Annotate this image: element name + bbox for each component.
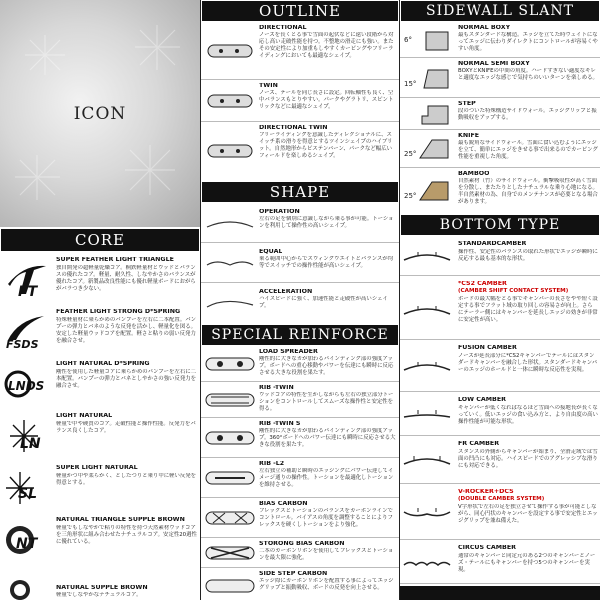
- board-rib-twin-s-icon: [205, 430, 255, 446]
- bottom-item: [400, 236, 600, 276]
- svg-text:25°: 25°: [404, 192, 417, 200]
- sidewall-semi-boxy-icon: [402, 66, 452, 92]
- outline-desc: フリーライディングを意識したディレクショナルに、スイッチ系の滑りを得意とするツインシェイプのハイブリット。自然地形からピステンバーン、パークなど幅広いフィールドを楽しめるシェイプ。: [259, 132, 393, 160]
- reinforce-desc: 剛性的に大きなカが加わるバインディング部の強度アップ。ボードへの重心移動やパワーを伝達にも瞬時に反応させる大きな役割を果たす。: [259, 356, 394, 377]
- svg-text:15°: 15°: [404, 80, 417, 88]
- bottom-header: BOTTOM TYPE: [400, 214, 600, 236]
- bottom-footer-bar: [400, 586, 600, 600]
- sidewall-name: NORMAL SEMI BOXY: [458, 61, 530, 67]
- core-desc: 剛性を使用した軽量コアに乗らかめのバンプーを左右に二本配置。バンプーの弾力とバネとしやかさの強い反発力を融合させ。: [56, 369, 196, 390]
- svg-text:FSDS: FSDS: [6, 338, 39, 351]
- outline-name: TWIN: [259, 83, 278, 89]
- ns-logo-icon: [4, 576, 50, 600]
- sidewall-header: SIDEWALL SLANT: [400, 0, 600, 22]
- reinforce-header: SPECIAL REINFORCE: [201, 324, 399, 346]
- camber-v-rocker-icon: [402, 508, 452, 522]
- board-strong-bias-carbon-icon: [205, 545, 255, 561]
- core-item: [0, 410, 200, 460]
- svg-text:6°: 6°: [404, 36, 412, 44]
- sidewall-knife-icon: [402, 136, 452, 162]
- reinforce-item: [201, 382, 399, 418]
- reinforce-name: RIB -TWIN: [259, 385, 294, 391]
- sidewall-name: NORMAL BOXY: [458, 25, 511, 31]
- board-rib-twin-icon: [205, 392, 255, 408]
- reinforce-item: [201, 538, 399, 568]
- bottom-item: [400, 392, 600, 436]
- bottom-desc: スタンスの外側からキャンバーが始まり、全滑走域では雪面の凹凸にも対応。ハイスピードでのアグレッシブな滑りにも対応できる。: [458, 449, 598, 470]
- shape-desc: ハイスピードに強く、加速性能と走破性が高いシェイプ。: [259, 296, 388, 310]
- board-load-spreader-icon: [205, 356, 255, 372]
- sidewall-item: [400, 58, 600, 98]
- sidewall-item: [400, 168, 600, 212]
- sidewall-step-icon: [402, 102, 452, 128]
- bottom-desc: ノーズが延長部分に*CS2キャンバーでテールにはスタンダードキャンバーを融合した形状。スタンダードキャンバーのエッジのホールドと一体に瞬時な反応性を実現。: [458, 353, 598, 374]
- reinforce-desc: 二本のカーボンリボンを使用してフレックスとトーションを最大限に強化。: [259, 548, 394, 562]
- shape-header: SHAPE: [201, 181, 399, 203]
- icon-hero: [0, 0, 200, 227]
- core-item: [0, 358, 200, 408]
- sidewall-boxy-icon: [402, 28, 452, 54]
- core-item: [0, 306, 200, 356]
- camber-low-icon: [402, 408, 452, 422]
- sidewall-item: [400, 22, 600, 58]
- nt-logo-icon: [4, 520, 50, 560]
- bottom-name: LOW CAMBER: [458, 397, 506, 403]
- icon-title: ICON: [73, 104, 127, 124]
- outline-item: [201, 80, 399, 122]
- bottom-desc: V字形状で左右の足を独立させて操作する事が可能としながら、同心円状のキャンバーを設定する事で安定性とエッジグリップを兼ね備えた。: [458, 504, 598, 525]
- svg-text:NT: NT: [16, 536, 38, 552]
- reinforce-name: LOAD SPREADER: [259, 349, 318, 355]
- bottom-item: [400, 436, 600, 484]
- core-item: [0, 514, 200, 572]
- bottom-desc: ボードの最大幅をとる事でキャンバーの長さをやや短く設定する事でフラット域の取り回しの容易さが向上。さらにテーラー側にはキャンバーを延長しエッジの効きが非常に安定性が高い。: [458, 296, 598, 324]
- reinforce-name: RIB -TWIN S: [259, 421, 301, 427]
- left-column: [0, 0, 200, 600]
- bottom-name: CIRCUS CAMBER: [458, 545, 516, 551]
- sidewall-bamboo-icon: [402, 178, 452, 204]
- core-name: SUPER FEATHER LIGHT TRIANGLE: [56, 257, 174, 263]
- bottom-desc: キャンバーが低くなればなるほど雪面への接地長が長くなっていく。低いエッジの食い込み方と、より自由度の高い操作性能が可能な形状。: [458, 405, 598, 426]
- middle-column: [200, 0, 400, 600]
- core-name: FEATHER LIGHT STRONG D*SPRING: [56, 309, 181, 315]
- bottom-name: V-ROCKER+DCS: [458, 489, 514, 495]
- sidewall-desc: 段のついた特殊構造サイドウォール。エッジグリップと振動吸収をアップする。: [458, 108, 597, 122]
- sidewall-item: [400, 130, 600, 168]
- board-bias-carbon-icon: [205, 510, 255, 526]
- sidewall-name: BAMBOO: [458, 171, 490, 177]
- core-name: NATURAL TRIANGLE SUPPLE BROWN: [56, 517, 185, 523]
- camber-standard-icon: [402, 250, 452, 264]
- core-name: LIGHT NATURAL: [56, 413, 113, 419]
- sidewall-desc: 最も鋭角なサイドウォール。雪面に食い込むようにエッジを立て、簡単にエッジをきせる事で出来るのでカービング性能を重視した角度。: [458, 140, 598, 161]
- core-item: [0, 254, 200, 304]
- shape-operation-icon: [205, 217, 255, 231]
- board-directional-twin-icon: [207, 142, 253, 160]
- svg-text:LN: LN: [20, 436, 41, 452]
- shape-name: ACCELERATION: [259, 289, 313, 295]
- reinforce-name: STORONG BIAS CARBON: [259, 541, 345, 547]
- camber-fr-icon: [402, 454, 452, 468]
- core-name: LIGHT NATURAL D*SPRING: [56, 361, 150, 367]
- bottom-name: *CS2 CAMBER: [458, 281, 507, 287]
- bottom-item: [400, 276, 600, 340]
- svg-text:25°: 25°: [404, 150, 417, 158]
- core-desc: 軽量で中や硬質のコア。走破性能と操作性能。反発力をバランス良くしたコア。: [56, 421, 196, 435]
- outline-item: [201, 22, 399, 80]
- reinforce-desc: フレックスとトーションのバランスをカーボンラインでコントロール。バイアスの角度を調整することによりフレックスを硬くしトーションをより強化。: [259, 508, 393, 529]
- bottom-item: [400, 340, 600, 392]
- bottom-name: FR CAMBER: [458, 441, 500, 447]
- sidewall-desc: 最もスタンダードな構造。エッジを立てた時ウェイトになってエッジに伝わりダイレクトにコントロールが容易くやすい角度。: [458, 32, 598, 53]
- bottom-desc: 通常のキャンバーと同定元のある2つのキャンバーとノーズ・テールにもキャンバーを持つ5つのキャンバーを実現。: [458, 553, 596, 574]
- bottom-name: STANDARDCAMBER: [458, 241, 527, 247]
- shape-name: OPERATION: [259, 209, 300, 215]
- bottom-item: [400, 484, 600, 540]
- shape-item: [201, 203, 399, 243]
- reinforce-item: [201, 498, 399, 538]
- right-column: [400, 0, 600, 600]
- sidewall-name: STEP: [458, 101, 476, 107]
- shape-desc: 左右の足を個別に意識しながら乗る事が可能。トーションを利用して操作性の高いシェイプ。: [259, 216, 394, 230]
- core-name: SUPER LIGHT NATURAL: [56, 465, 138, 471]
- shape-equal-icon: [205, 257, 255, 271]
- reinforce-item: [201, 346, 399, 382]
- svg-text:LNDS: LNDS: [8, 379, 45, 393]
- ft-logo-icon: [4, 260, 50, 300]
- reinforce-desc: ウッドコアの特性を生かしながらも左右の独立部分トーションをコントロールしてスムーズな操作性と安定性を得る。: [259, 392, 394, 413]
- shape-name: EQUAL: [259, 249, 283, 255]
- outline-header: OUTLINE: [201, 0, 399, 22]
- svg-text:FT: FT: [18, 284, 38, 300]
- core-header: CORE: [0, 228, 200, 252]
- outline-item: [201, 122, 399, 180]
- outline-name: DIRECTIONAL TWIN: [259, 125, 328, 131]
- core-item: [0, 574, 200, 600]
- lnds-logo-icon: [4, 364, 50, 404]
- board-side-step-carbon-icon: [205, 578, 255, 594]
- board-directional-icon: [207, 42, 253, 60]
- shape-item: [201, 243, 399, 283]
- reinforce-desc: 左右独立の補助と瞬時のエッジングにパワー伝達してイメージ通りの操作性。トーションを最適化しトーションを維持させる。: [259, 468, 394, 489]
- core-desc: 軽量でしなやかなナチュラルコア。: [56, 592, 142, 598]
- board-twin-icon: [207, 92, 253, 110]
- sidewall-name: KNIFE: [458, 133, 480, 139]
- shape-acceleration-icon: [205, 297, 255, 311]
- ln-logo-icon: [4, 416, 50, 456]
- bottom-sub: (DOUBLE CAMBER SYSTEM): [458, 496, 545, 502]
- core-desc: 特殊軽量材に乗らかめのバンプーを左右に二本配置。バンプーの弾力とバネのような反発を活かし、軽量化を図る。安定した軽量ウッドコアを配置。軽さと粘りの弱い反発力を融合させ。: [56, 317, 196, 345]
- outline-name: DIRECTIONAL: [259, 25, 307, 31]
- sl-logo-icon: [4, 468, 50, 508]
- bottom-name: FUSION CAMBER: [458, 345, 517, 351]
- camber-fusion-icon: [402, 360, 452, 374]
- core-desc: 軽量でもしなやかで粘りの特性を持つ天然素材ウッドコアを三角形状に組み合わせたナチュラルコア。安定性20週性に優れている。: [56, 525, 197, 546]
- fsds-logo-icon: [4, 312, 50, 352]
- bottom-item: [400, 540, 600, 584]
- reinforce-desc: エッジ際にカーボンリボンを配置する事によってエッジグリップと振動吸収、ボードの反発を向上させる。: [259, 578, 394, 592]
- sidewall-item: [400, 98, 600, 130]
- core-item: [0, 462, 200, 512]
- reinforce-name: BIAS CARBON: [259, 501, 308, 507]
- bottom-sub: (CAMBER SHIFT CONTACT SYSTEM): [458, 288, 569, 294]
- reinforce-name: RIB -L2: [259, 461, 285, 467]
- bottom-desc: 操作性、安定性のバランスの取れた形状でエッジが瞬時に反応する最も基本的な形状。: [458, 249, 598, 263]
- svg-text:SL: SL: [18, 486, 38, 502]
- reinforce-item: [201, 458, 399, 498]
- core-name: NATURAL SUPPLE BROWN: [56, 585, 148, 591]
- board-rib-l2-icon: [205, 470, 255, 486]
- outline-desc: ノーズを長くとる事で雪面の起伏などに遠い段階から対応し高い走破性能を持つ。不整地の滑走にも強い。またその安定性により加重もしやすくカービングやフリーライディングにおいても最適なシェイプ。: [259, 32, 394, 60]
- outline-desc: ノーズ、テールを同じ長さに設定。回転軸性も良く、空中バランスもとりやすい。パークやグラトリ、スピントリックなどに最適なシェイプ。: [259, 90, 394, 111]
- camber-cs2-icon: [402, 304, 452, 318]
- core-desc: 軽量かつ中や柔らかく、としたつりと乗り中に軽い反発を得意とする。: [56, 473, 197, 487]
- sidewall-desc: BOXYとKNIFEの中間の角度。ハードすぎない適度なキレと適度なエッジな感じで気持ちのいいターンを楽しめる。: [458, 68, 598, 82]
- shape-item: [201, 283, 399, 323]
- reinforce-name: SIDE STEP CARBON: [259, 571, 328, 577]
- camber-circus-icon: [402, 556, 452, 570]
- reinforce-item: [201, 418, 399, 458]
- sidewall-desc: 自然素材（竹）のサイドウォール。衝撃吸収性が高く雪面を分散し、またたりとしたナチュラルな乗り心地になる。半自然素材の為、自身でのメンテナンスが必要となる場合があります。: [458, 178, 598, 206]
- shape-desc: 乗る範囲中心からでスウィングウエイトとバランスが均等でスイッチでの操作性能が高いシェイプ。: [259, 256, 394, 270]
- reinforce-item: [201, 568, 399, 600]
- core-desc: 独自開発の超軽量乾燥コア。桐鉄軽量材とウッドとバランスの優れたコア。軽量、耐久性、しなやかさのバランスが優れたコア。新製品改良性能にも優れ軽量ボードにおがらがバラつき少ない。: [56, 265, 196, 293]
- reinforce-desc: 剛性的に大きなカが加わるバインディング部の強度アップ。360°ボードへのパワー伝達にも瞬時に反応させる大きな役割を果たす。: [259, 428, 396, 449]
